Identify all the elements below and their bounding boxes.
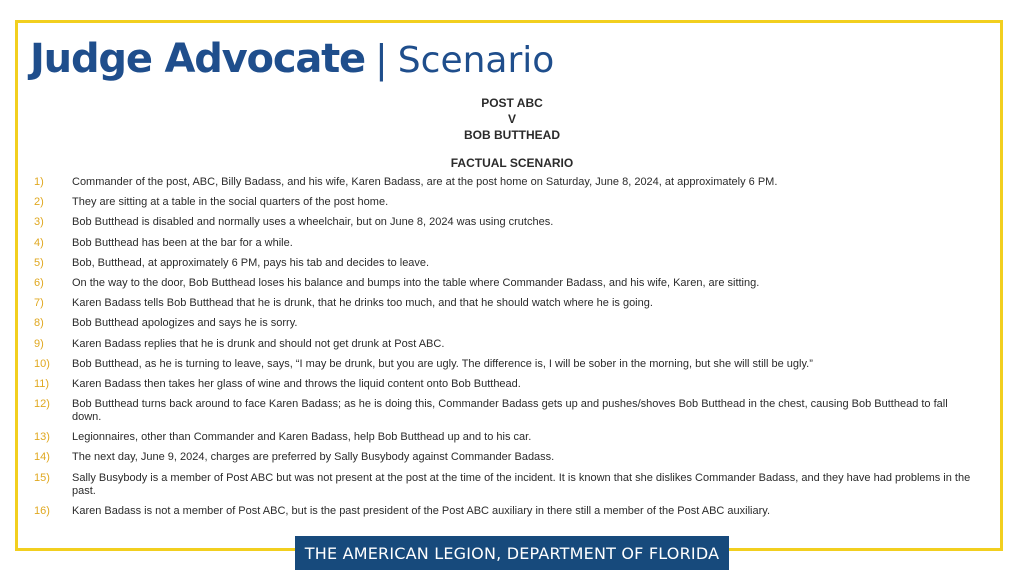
fact-item <box>34 216 979 229</box>
fact-number: 6) <box>34 276 44 289</box>
fact-text: Commander of the post, ABC, Billy Badass, and his wife, Karen Badass, are at the post home on Saturday, June 8, 2024, at approximately 6 PM. <box>72 176 778 188</box>
fact-text: Bob, Butthead, at approximately 6 PM, pays his tab and decides to leave. <box>72 256 430 269</box>
fact-item <box>34 358 979 371</box>
fact-text: Bob Butthead, as he is turning to leave, says, “I may be drunk, but you are ugly. The difference is, I will be sober in the morning, but she will still be ugly.” <box>72 357 813 370</box>
fact-number: 1) <box>34 176 44 188</box>
fact-text: Bob Butthead apologizes and says he is sorry. <box>72 317 298 330</box>
fact-number: 13) <box>34 431 50 444</box>
fact-number: 8) <box>34 317 44 330</box>
fact-number: 11) <box>34 377 50 390</box>
fact-text: Karen Badass then takes her glass of wine and throws the liquid content onto Bob Butthead. <box>72 377 521 390</box>
facts-list <box>34 176 979 525</box>
fact-text: They are sitting at a table in the social quarters of the post home. <box>72 196 389 209</box>
fact-text: Legionnaires, other than Commander and Karen Badass, help Bob Butthead up and to his car. <box>72 431 532 444</box>
fact-number: 10) <box>34 357 50 370</box>
fact-number: 16) <box>34 504 50 517</box>
case-defendant: BOB BUTTHEAD <box>464 128 560 142</box>
fact-item <box>34 505 979 518</box>
fact-item <box>34 196 979 209</box>
fact-item <box>34 237 979 250</box>
fact-item <box>34 378 979 391</box>
footer-banner <box>295 536 729 570</box>
fact-text: Karen Badass tells Bob Butthead that he is drunk, that he drinks too much, and that he should watch where he is going. <box>72 297 653 310</box>
fact-item <box>34 398 979 424</box>
title-separator: | <box>374 37 388 81</box>
fact-text: Karen Badass is not a member of Post ABC, but is the past president of the Post ABC auxiliary in there still a member of the Post ABC auxiliary. <box>72 504 771 517</box>
fact-number: 12) <box>34 398 50 411</box>
fact-number: 15) <box>34 471 50 484</box>
title-subtitle: Scenario <box>397 40 555 81</box>
fact-text: Sally Busybody is a member of Post ABC but was not present at the post at the time of the incident. It is known that she dislikes Commander Badass, and they have had problems in the past. <box>72 471 971 497</box>
fact-number: 2) <box>34 196 44 209</box>
fact-item <box>34 297 979 310</box>
fact-item <box>34 257 979 270</box>
fact-number: 9) <box>34 337 44 350</box>
fact-item <box>34 431 979 444</box>
fact-text: The next day, June 9, 2024, charges are preferred by Sally Busybody against Commander Badass. <box>72 451 555 464</box>
fact-number: 5) <box>34 256 44 269</box>
fact-item <box>34 472 979 498</box>
case-plaintiff: POST ABC <box>481 96 543 110</box>
footer-label: THE AMERICAN LEGION, DEPARTMENT OF FLORIDA <box>304 543 720 563</box>
fact-item <box>34 317 979 330</box>
fact-text: On the way to the door, Bob Butthead loses his balance and bumps into the table where Commander Badass, and his wife, Karen, are sitting. <box>72 276 760 289</box>
case-versus: V <box>507 112 516 126</box>
fact-item <box>34 176 979 189</box>
fact-item <box>34 277 979 290</box>
fact-text: Karen Badass replies that he is drunk and should not get drunk at Post ABC. <box>72 337 445 350</box>
fact-text: Bob Butthead turns back around to face Karen Badass; as he is doing this, Commander Badass gets up and pushes/shoves Bob Butthead in the chest, causing Bob Butthead to fall down. <box>72 398 948 424</box>
fact-number: 7) <box>34 297 44 310</box>
section-heading: FACTUAL SCENARIO <box>450 156 574 170</box>
fact-item <box>34 338 979 351</box>
fact-number: 4) <box>34 236 44 249</box>
fact-number: 14) <box>34 451 50 464</box>
fact-text: Bob Butthead has been at the bar for a while. <box>72 236 293 249</box>
fact-number: 3) <box>34 216 44 229</box>
fact-item <box>34 451 979 464</box>
title-main: Judge Advocate <box>30 36 365 82</box>
page-title <box>30 34 554 84</box>
fact-text: Bob Butthead is disabled and normally uses a wheelchair, but on June 8, 2024 was using crutches. <box>72 216 554 229</box>
